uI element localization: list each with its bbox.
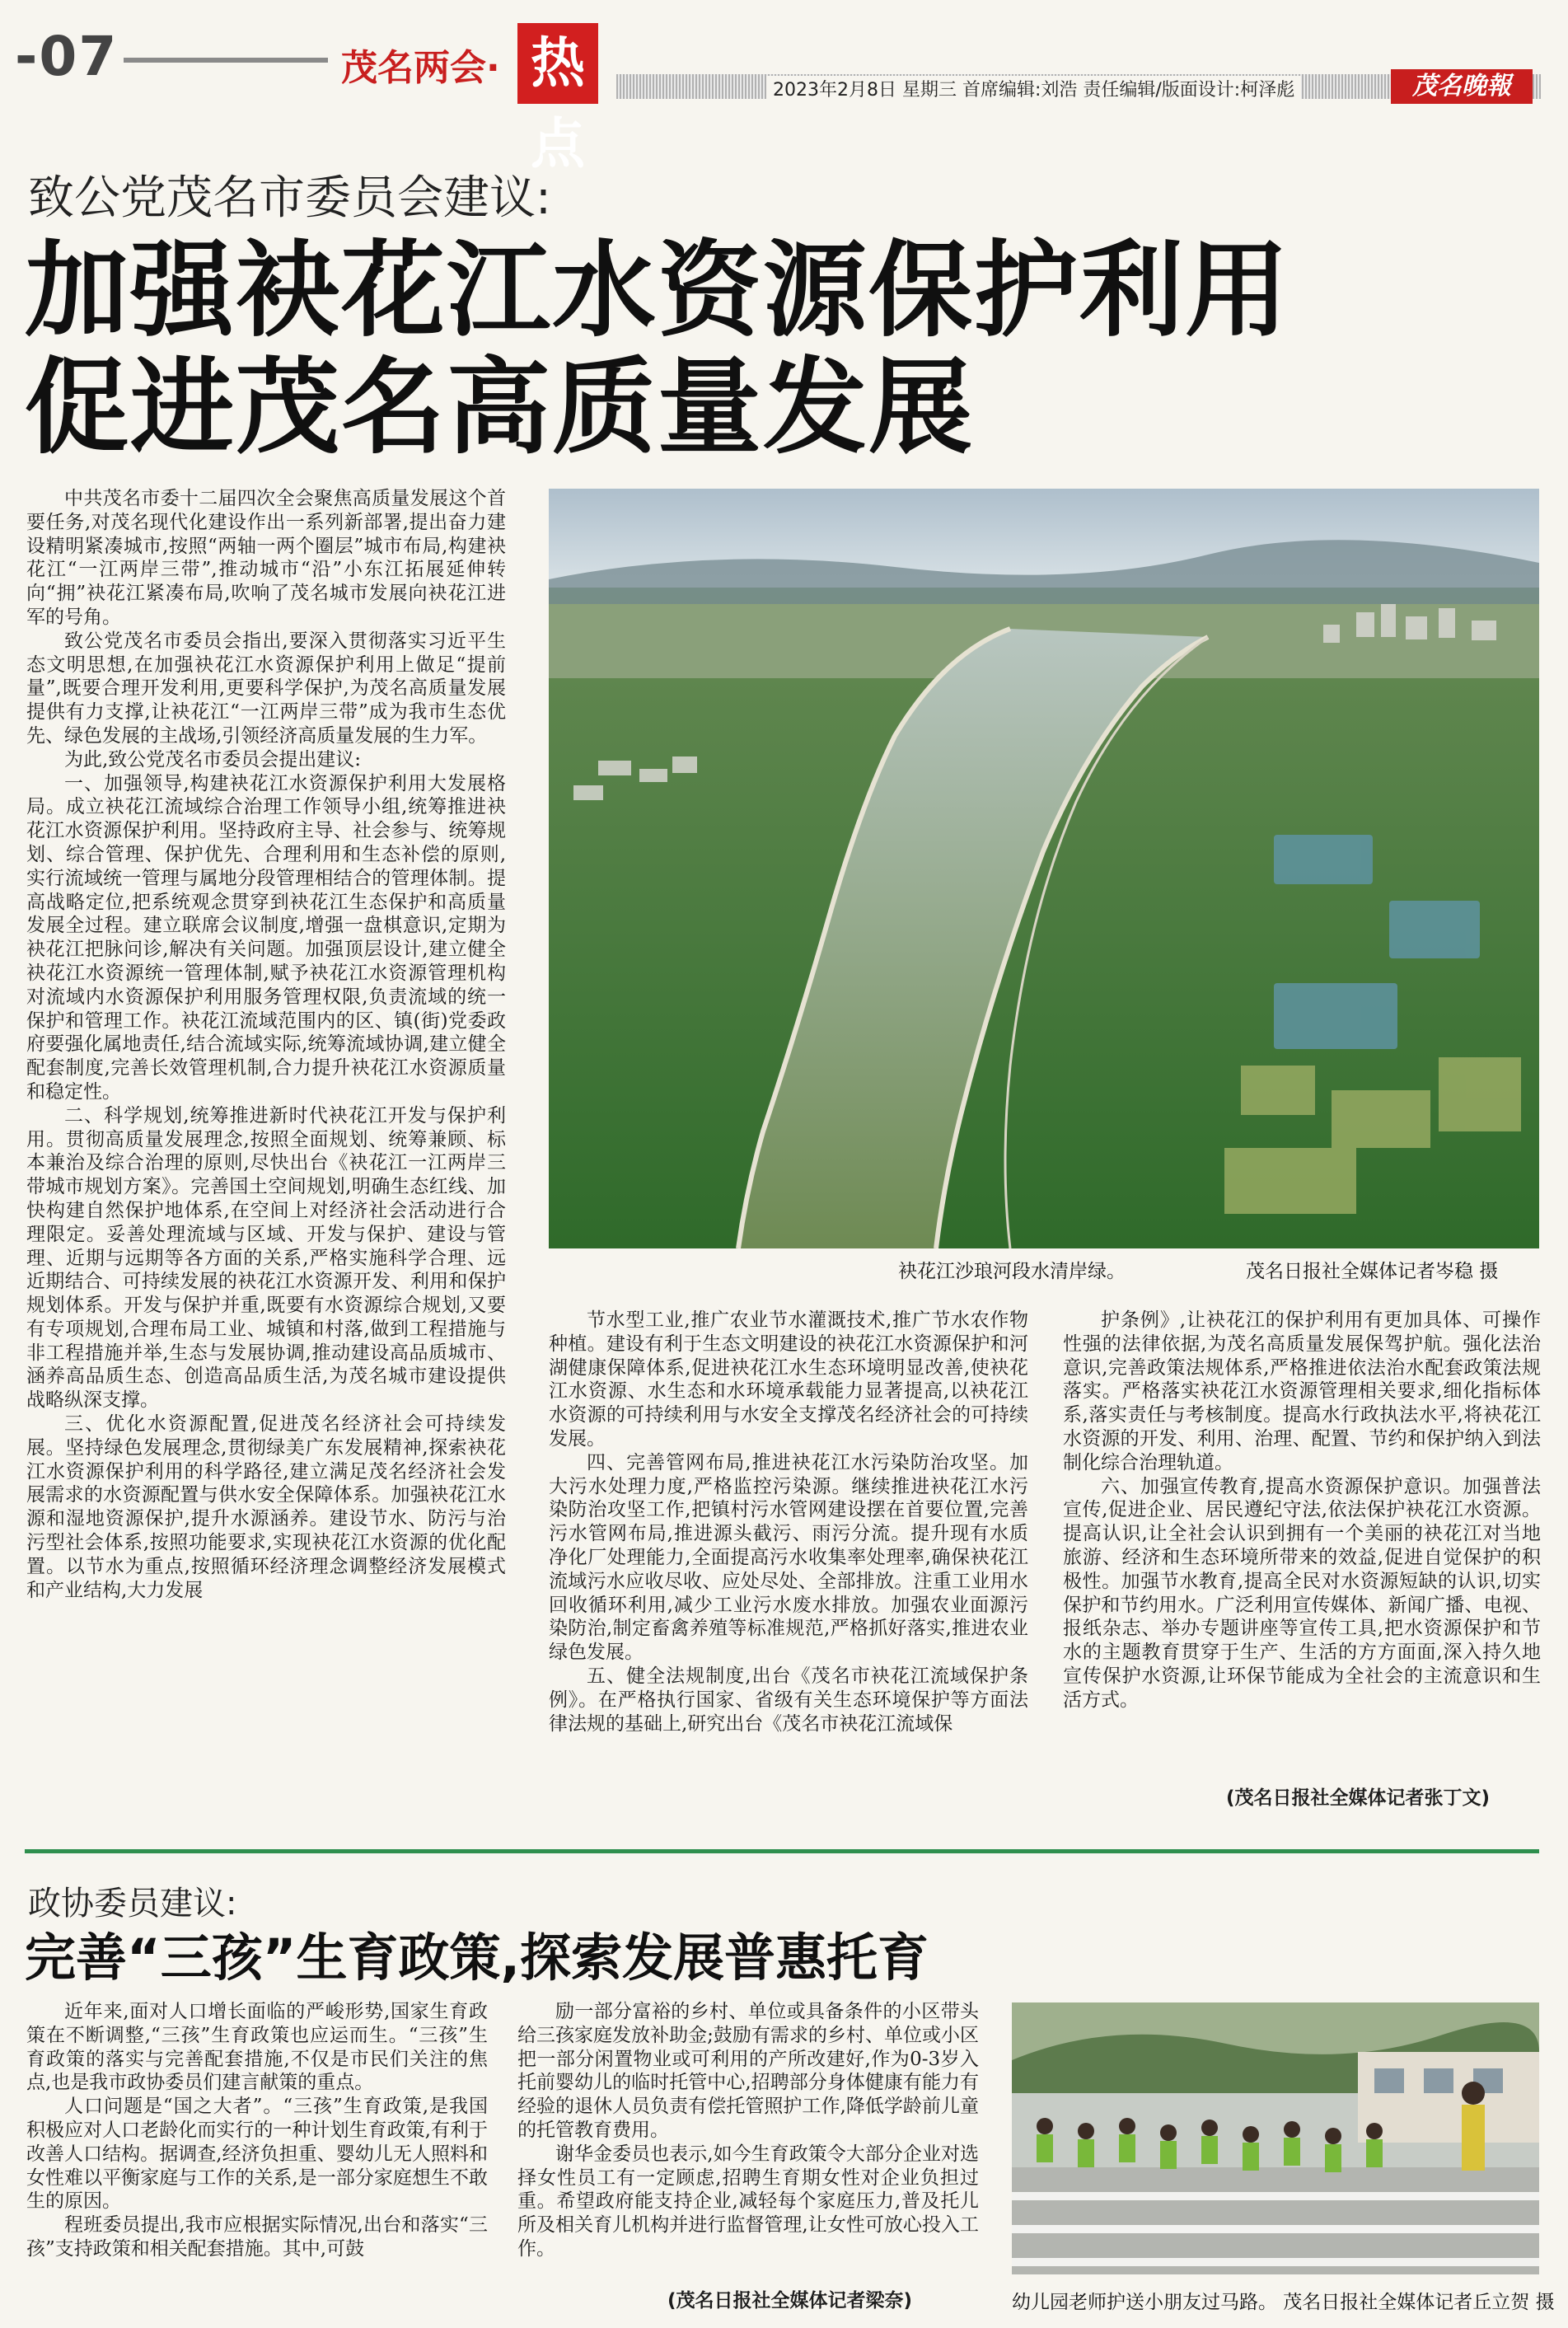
paragraph: 节水型工业,推广农业节水灌溉技术,推广节水农作物种植。建设有利于生态文明建设的袂花江水资源保护和河湖健康保障体系,促进袂花江水生态环境明显改善,使袂花江水资源、水生态和水环境承载能力显著提高,以袂花江水资源的可持续利用与水安全支撑茂名经济社会的可持续发展。 bbox=[549, 1309, 1028, 1450]
paragraph: 一、加强领导,构建袂花江水资源保护利用大发展格局。成立袂花江流域综合治理工作领导小组,统筹推进袂花江水资源保护利用。坚持政府主导、社会参与、统筹规划、综合管理、保护优先、合理利用和生态补偿的原则,实行流域统一管理与属地分段管理相结合的管理体制。提高战略定位,把系统观念贯穿到袂花江生态保护和高质量发展全过程。建立联席会议制度,增强一盘棋意识,定期为袂花江把脉问诊,解决有关问题。加强顶层设计,建立健全袂花江水资源统一管理体制,赋予袂花江水资源管理机构对流域内水资源保护利用服务管理权限,负责流域的统一保护和管理工作。袂花江流域范围内的区、镇(街)党委政府要强化属地责任,结合流域实际,统筹流域协调,建立健全配套制度,完善长效管理机制,合力提升袂花江水资源质量和稳定性。 bbox=[26, 772, 506, 1103]
paragraph: 近年来,面对人口增长面临的严峻形势,国家生育政策在不断调整,“三孩”生育政策也应运而生。“三孩”生育政策的落实与完善配套措施,不仅是市民们关注的焦点,也是我市政协委员们建言献策的重点。 bbox=[26, 2001, 488, 2094]
paragraph: 五、健全法规制度,出台《茂名市袂花江流域保护条例》。在严格执行国家、省级有关生态环境保护等方面法律法规的基础上,研究出台《茂名市袂花江流域保 bbox=[549, 1665, 1028, 1735]
paragraph: 四、完善管网布局,推进袂花江水污染防治攻坚。加大污水处理力度,严格监控污染源。继续推进袂花江水污染防治攻坚工作,把镇村污水管网建设摆在首要位置,完善污水管网布局,推进源头截污、雨污分流。提升现有水质净化厂处理能力,全面提高污水收集率处理率,确保袂花江流域污水应收尽收、应处尽处、全部排放。注重工业用水回收循环利用,减少工业污水废水排放。加强农业面源污染防治,制定畜禽养殖等标准规范,严格抓好落实,推进农业绿色发展。 bbox=[549, 1451, 1028, 1664]
paragraph: 励一部分富裕的乡村、单位或具备条件的小区带头给三孩家庭发放补助金;鼓励有需求的乡村、单位或小区把一部分闲置物业或可利用的产所改建好,作为0-3岁入托前婴幼儿的临时托管中心,招聘部分身体健康有能力有经验的退休人员负责有偿托管照护工作,降低学龄前儿童的托管教育费用。 bbox=[517, 2001, 979, 2141]
article1-byline: (茂名日报社全媒体记者张丁文) bbox=[1226, 1787, 1491, 1809]
article2-column-2 bbox=[517, 2000, 979, 2261]
photo-credit: 茂名日报社全媒体记者岑稳 摄 bbox=[1246, 1261, 1499, 1282]
issue-line: 2023年2月8日 星期三 首席编辑:刘浩 责任编辑/版面设计:柯泽彪 bbox=[766, 76, 1301, 101]
paragraph: 三、优化水资源配置,促进茂名经济社会可持续发展。坚持绿色发展理念,贯彻绿美广东发展精神,探索袂花江水资源保护利用的科学路径,建立满足茂名经济社会发展需求的水资源配置与供水安全保障体系。加强袂花江水源和湿地资源保护,提升水源涵养。建设节水、防污与治污型社会体系,按照功能要求,实现袂花江水资源的优化配置。以节水为重点,按照循环经济理念调整经济发展模式和产业结构,大力发展 bbox=[26, 1413, 506, 1601]
paragraph: 人口问题是“国之大者”。“三孩”生育政策,是我国积极应对人口老龄化而实行的一种计划生育政策,有利于改善人口结构。据调查,经济负担重、婴幼儿无人照料和女性难以平衡家庭与工作的关系,是一部分家庭想生不敢生的原因。 bbox=[26, 2096, 488, 2213]
children-crossing-illustration bbox=[1012, 2002, 1539, 2274]
article2-headline: 完善“三孩”生育政策,探索发展普惠托育 bbox=[25, 1928, 929, 1988]
article2-kicker: 政协委员建议: bbox=[28, 1885, 237, 1923]
headline-line-2: 促进茂名高质量发展 bbox=[25, 347, 974, 468]
header-rule bbox=[124, 58, 328, 63]
photo-caption: 袂花江沙琅河段水清岸绿。 bbox=[898, 1261, 1126, 1282]
section-tag: 热点 bbox=[517, 23, 598, 104]
section-name: 茂名两会· bbox=[341, 47, 500, 89]
article1-column-1 bbox=[26, 487, 506, 1602]
paragraph: 程班委员提出,我市应根据实际情况,出台和落实“三孩”支持政策和相关配套措施。其中,可鼓 bbox=[26, 2214, 488, 2260]
paragraph: 二、科学规划,统筹推进新时代袂花江开发与保护利用。贯彻高质量发展理念,按照全面规划、统筹兼顾、标本兼治及综合治理的原则,尽快出台《袂花江一江两岸三带城市规划方案》。完善国土空间规划,明确生态红线、加快构建自然保护地体系,在空间上对经济社会活动进行合理限定。妥善处理流域与区域、开发与保护、建设与管理、近期与远期等各方面的关系,严格实施科学合理、远近期结合、可持续发展的袂花江水资源开发、利用和保护规划体系。开发与保护并重,既要有水资源综合规划,又要有专项规划,合理布局工业、城镇和村落,做到工程措施与非工程措施并举,生态与发展协调,推动建设高品质城市、涵养高品质生态、创造高品质生活,为茂名城市建设提供战略纵深支撑。 bbox=[26, 1104, 506, 1412]
paragraph: 护条例》,让袂花江的保护利用有更加具体、可操作性强的法律依据,为茂名高质量发展保驾护航。强化法治意识,完善政策法规体系,严格推进依法治水配套政策法规落实。严格落实袂花江水资源管理相关要求,细化指标体系,落实责任与考核制度。提高水行政执法水平,将袂花江水资源的开发、利用、治理、配置、节约和保护纳入到法制化综合治理轨道。 bbox=[1063, 1309, 1541, 1473]
article1-kicker: 致公党茂名市委员会建议: bbox=[28, 171, 551, 225]
river-aerial-illustration bbox=[549, 489, 1539, 1248]
article1-column-2 bbox=[549, 1309, 1028, 1735]
newspaper-logo: 茂名晚報 bbox=[1391, 69, 1533, 104]
section-divider bbox=[25, 1849, 1539, 1853]
article2-column-1 bbox=[26, 2000, 488, 2261]
headline-line-1: 加强袂花江水资源保护利用 bbox=[25, 230, 1290, 351]
paragraph: 中共茂名市委十二届四次全会聚焦高质量发展这个首要任务,对茂名现代化建设作出一系列新部署,提出奋力建设精明紧凑城市,按照“两轴一两个圈层”城市布局,构建袂花江“一江两岸三带”,推动城市“沿”小东江拓展延伸转向“拥”袂花江紧凑布局,吹响了茂名城市发展向袂花江进军的号角。 bbox=[26, 488, 506, 628]
paragraph: 六、加强宣传教育,提高水资源保护意识。加强普法宣传,促进企业、居民遵纪守法,依法保护袂花江水资源。提高认识,让全社会认识到拥有一个美丽的袂花江对当地旅游、经济和生态环境所带来的效益,促进自觉保护的积极性。加强节水教育,提高全民对水资源短缺的认识,切实保护和节约用水。广泛利用宣传媒体、新闻广播、电视、报纸杂志、举办专题讲座等宣传工具,把水资源保护和节水的主题教育贯穿于生产、生活的方方面面,深入持久地宣传保护水资源,让环保节能成为全社会的主流意识和生活方式。 bbox=[1063, 1475, 1541, 1711]
paragraph: 谢华金委员也表示,如今生育政策令大部分企业对选择女性员工有一定顾虑,招聘生育期女性对企业负担过重。希望政府能支持企业,减轻每个家庭压力,普及托儿所及相关育儿机构并进行监督管理,让女性可放心投入工作。 bbox=[517, 2143, 979, 2260]
paragraph: 致公党茂名市委员会指出,要深入贯彻落实习近平生态文明思想,在加强袂花江水资源保护利用上做足“提前量”,既要合理开发利用,更要科学保护,为茂名高质量发展提供有力支撑,让袂花江“一江两岸三带”成为我市生态优先、绿色发展的主战场,引领经济高质量发展的生力军。 bbox=[26, 630, 506, 747]
river-aerial-photo bbox=[549, 489, 1539, 1248]
kindergarten-photo bbox=[1012, 2002, 1539, 2274]
paragraph: 为此,致公党茂名市委员会提出建议: bbox=[64, 748, 362, 771]
page-number: -07 bbox=[15, 25, 119, 88]
article1-headline bbox=[25, 232, 1290, 466]
article2-byline: (茂名日报社全媒体记者梁奈) bbox=[667, 2290, 913, 2312]
article1-column-3 bbox=[1063, 1309, 1541, 1712]
photo-caption: 幼儿园老师护送小朋友过马路。 茂名日报社全媒体记者丘立贺 摄 bbox=[1012, 2292, 1555, 2313]
